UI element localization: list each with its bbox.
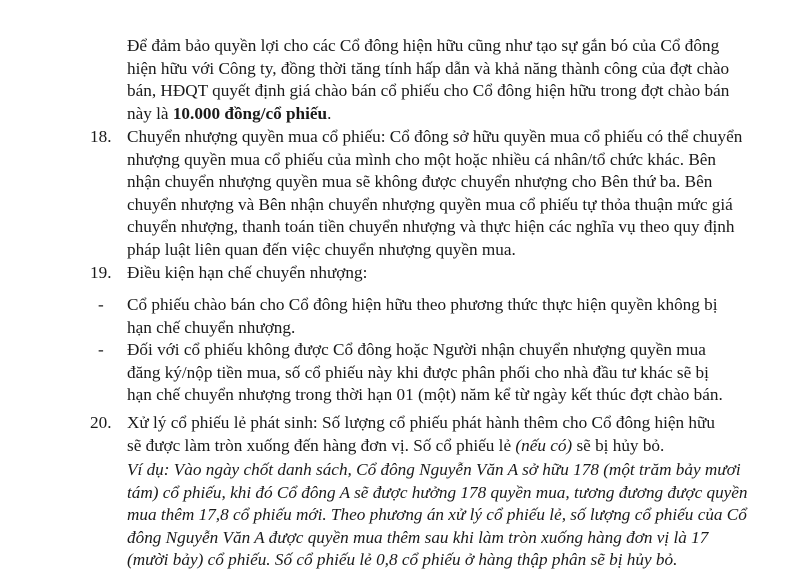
bullet-line: Cổ phiếu chào bán cho Cổ đông hiện hữu theo phương thức thực hiện quyền không bị (127, 295, 718, 314)
item-19-bullet-1 (127, 294, 759, 339)
example-line: Ví dụ: Vào ngày chốt danh sách, Cổ đông Nguyễn Văn A sở hữu 178 (một trăm bảy mươi (127, 460, 741, 479)
item-20-line: Xử lý cổ phiếu lẻ phát sinh: Số lượng cổ phiếu phát hành thêm cho Cổ đông hiện hữu (127, 413, 715, 432)
example-line: tám) cổ phiếu, khi đó Cổ đông A sẽ được hưởng 178 quyền mua, tương đương được quyền (127, 482, 748, 502)
if-any-note: (nếu có) (515, 435, 573, 455)
example-paragraph (127, 459, 759, 572)
bullet-line: hạn chế chuyển nhượng trong thời hạn 01 (một) năm kể từ ngày kết thúc đợt chào bán. (127, 385, 723, 405)
item-20-paragraph (127, 412, 759, 457)
item-19-bullet-2 (127, 339, 759, 407)
intro-line: Để đảm bảo quyền lợi cho các Cổ đông hiện hữu cũng như tạo sự gắn bó của Cổ đông (127, 36, 720, 55)
item-18-paragraph (127, 126, 759, 262)
item-18-line: pháp luật liên quan đến việc chuyển nhượng quyền mua. (127, 239, 516, 259)
item-18-line: chuyển nhượng, thanh toán tiền chuyển nhượng và thực hiện các nghĩa vụ theo quy định (127, 217, 735, 237)
item-18-line: Chuyển nhượng quyền mua cổ phiếu: Cổ đông sở hữu quyền mua cổ phiếu có thể chuyển (127, 127, 743, 146)
example-line: (mười bảy) cổ phiếu. Số cổ phiếu lẻ 0,8 cổ phiếu ở hàng thập phân sẽ bị hủy bỏ. (127, 550, 678, 570)
item-18-number: 18. (90, 127, 112, 146)
item-18-line: nhận chuyển nhượng quyền mua sẽ không được chuyển nhượng cho Bên thứ ba. Bên (127, 172, 713, 192)
example-line: mua thêm 17,8 cổ phiếu mới. Theo phương án xử lý cổ phiếu lẻ, số lượng cổ phiếu của Cổ (127, 505, 747, 525)
bullet-dash: - (98, 340, 104, 359)
bullet-line: đăng ký/nộp tiền mua, số cổ phiếu này khi được phân phối cho nhà đầu tư khác sẽ bị (127, 362, 709, 382)
example-line: đông Nguyễn Văn A được quyền mua thêm sau khi làm tròn xuống hàng đơn vị là 17 (127, 527, 709, 547)
item-19-heading: Điều kiện hạn chế chuyển nhượng: (127, 263, 368, 282)
item-20-line2-prefix: sẽ được làm tròn xuống đến hàng đơn vị. Số cổ phiếu lẻ (127, 435, 516, 455)
item-20-number: 20. (90, 413, 112, 432)
bullet-line: Đối với cổ phiếu không được Cổ đông hoặc Người nhận chuyển nhượng quyền mua (127, 340, 706, 359)
item-20-line (127, 435, 759, 458)
offer-price: 10.000 đồng/cổ phiếu (172, 103, 328, 123)
item-18-line: chuyển nhượng và Bên nhận chuyển nhượng quyền mua cổ phiếu tự thỏa thuận mức giá (127, 194, 733, 214)
intro-line: bán, HĐQT quyết định giá chào bán cổ phiếu cho Cổ đông hiện hữu trong đợt chào bán (127, 81, 730, 101)
intro-line: hiện hữu với Công ty, đồng thời tăng tính hấp dẫn và khả năng thành công của đợt chào (127, 58, 730, 78)
intro-last-suffix: . (327, 103, 332, 123)
bullet-line: hạn chế chuyển nhượng. (127, 317, 296, 337)
intro-last-line (127, 103, 759, 126)
intro-paragraph (127, 35, 759, 125)
item-20-line2-suffix: sẽ bị hủy bỏ. (572, 435, 665, 455)
bullet-dash: - (98, 295, 104, 314)
item-18-line: nhượng quyền mua cổ phiếu của mình cho một hoặc nhiều cá nhân/tổ chức khác. Bên (127, 149, 717, 169)
intro-last-prefix: này là (127, 103, 173, 123)
item-19-number: 19. (90, 263, 112, 282)
